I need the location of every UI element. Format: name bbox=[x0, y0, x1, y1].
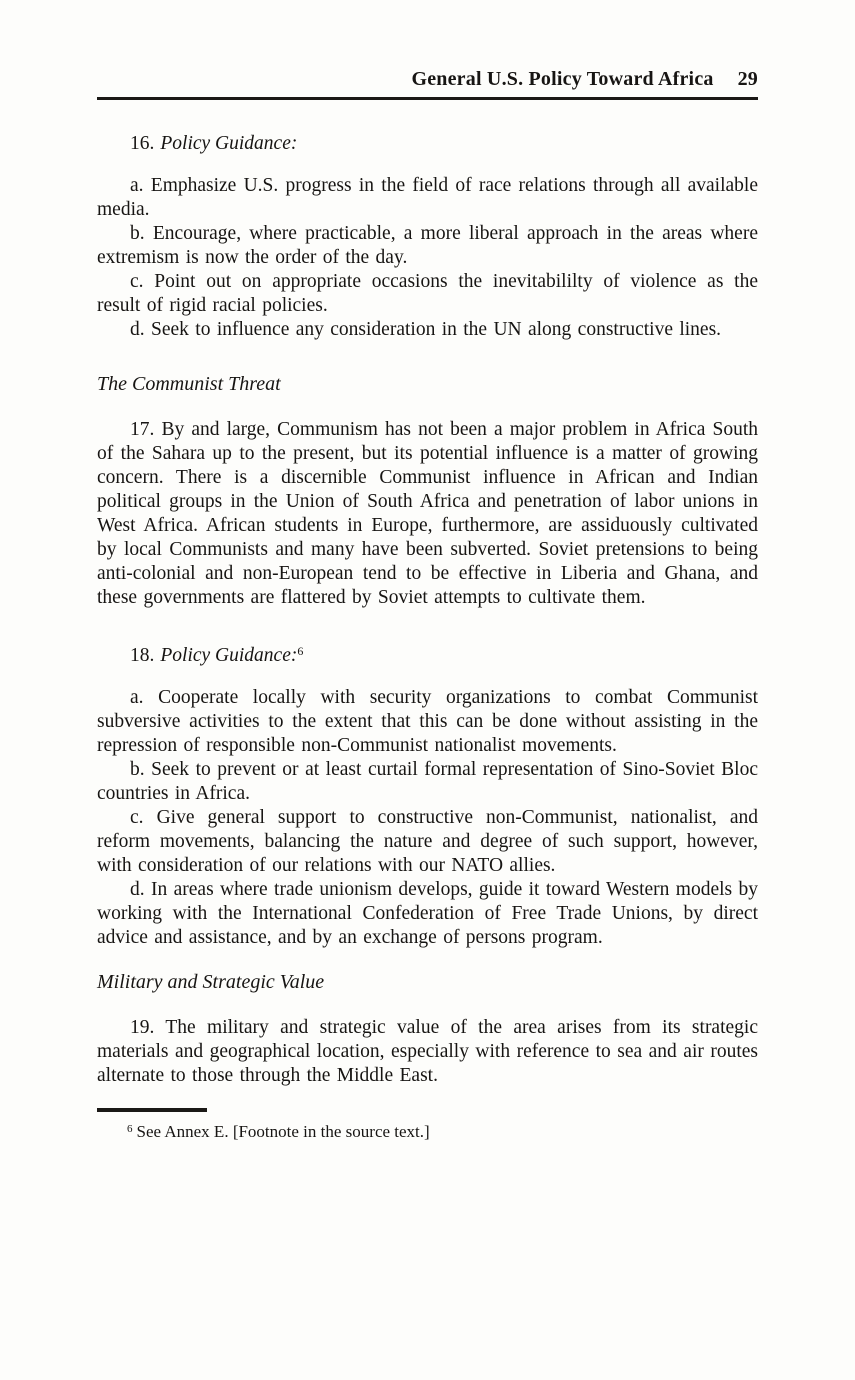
footnote-text bbox=[97, 1121, 758, 1142]
paragraph-18-number: 18. bbox=[130, 645, 155, 666]
page-content bbox=[97, 68, 758, 1142]
footnote-block bbox=[97, 1108, 758, 1142]
paragraph-16-number: 16. bbox=[130, 133, 155, 154]
footnote-reference: 6 bbox=[297, 644, 304, 658]
page-number: 29 bbox=[737, 68, 758, 90]
paragraph-16-heading bbox=[97, 132, 758, 156]
guidance16-item-b: b. Encourage, where practicable, a more liberal approach in the areas where extremism is now the order of the day. bbox=[97, 223, 758, 268]
guidance18-item-b: b. Seek to prevent or at least curtail formal representation of Sino-Soviet Bloc countries in Africa. bbox=[97, 759, 758, 804]
section-heading-military-strategic-value: Military and Strategic Value bbox=[97, 971, 325, 993]
paragraph-19: 19. The military and strategic value of the area arises from its strategic materials and geographical location, especially with reference to sea and air routes alternate to those through the Middle East. bbox=[97, 1017, 758, 1086]
guidance18-item-d: d. In areas where trade unionism develops, guide it toward Western models by working with the International Confederation of Free Trade Unions, by direct advice and assistance, and by an exchange of persons program. bbox=[97, 879, 758, 948]
paragraph-17: 17. By and large, Communism has not been a major problem in Africa South of the Sahara up to the present, but its potential influence is a matter of growing concern. There is a discernible Communist influence in African and Indian political groups in the Union of South Africa and penetration of labor unions in West Africa. African students in Europe, furthermore, are assiduously cultivated by local Communists and many have been subverted. Soviet pretensions to being anti-colonial and non-European tend to be effective in Liberia and Ghana, and these governments are flattered by Soviet attempts to cultivate them. bbox=[97, 419, 758, 608]
paragraph-16-title: Policy Guidance: bbox=[160, 133, 298, 154]
guidance16-item-d: d. Seek to influence any consideration in the UN along constructive lines. bbox=[130, 319, 722, 340]
footnote-body: See Annex E. [Footnote in the source text.] bbox=[136, 1122, 430, 1141]
guidance18-item-a: a. Cooperate locally with security organizations to combat Communist subversive activities to the extent that this can be done without assisting in the repression of responsible non-Communist nationalist movements. bbox=[97, 687, 758, 756]
guidance16-item-c: c. Point out on appropriate occasions the inevitabililty of violence as the result of rigid racial policies. bbox=[97, 271, 758, 316]
running-header bbox=[97, 68, 758, 100]
running-head-title: General U.S. Policy Toward Africa bbox=[411, 68, 714, 90]
guidance18-item-c: c. Give general support to constructive non-Communist, nationalist, and reform movements, balancing the nature and degree of such support, however, with consideration of our relations with our NATO allies. bbox=[97, 807, 758, 876]
section-heading-communist-threat: The Communist Threat bbox=[97, 373, 281, 395]
guidance16-item-a: a. Emphasize U.S. progress in the field of race relations through all available media. bbox=[97, 175, 758, 220]
paragraph-18-heading bbox=[97, 644, 758, 668]
paragraph-18-title: Policy Guidance: bbox=[160, 645, 298, 666]
footnote-separator-rule bbox=[97, 1108, 207, 1112]
footnote-marker: 6 bbox=[127, 1123, 133, 1135]
